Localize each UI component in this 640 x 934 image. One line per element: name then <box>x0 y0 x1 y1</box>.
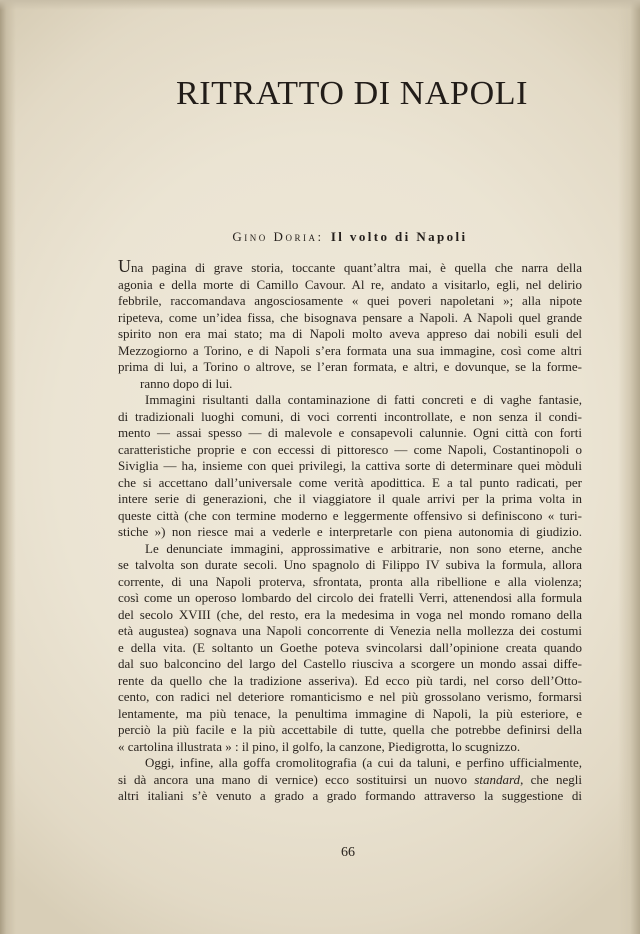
body-line: cento, con radici nel deteriore romanticismo e nel più grossolano verismo, formarsi <box>118 689 582 704</box>
body-line: del secolo XVIII (che, del resto, era la medesima in voga nel mondo romano della <box>118 606 582 622</box>
article-body <box>118 258 582 805</box>
paragraph <box>118 392 582 541</box>
body-line: rente da quello che la tradizione asseriva). Ed ecco più tardi, nel corso dell’Otto- <box>118 672 582 688</box>
body-line: così come un operoso lombardo del circolo dei fratelli Verri, attenendosi alla formula <box>118 590 582 605</box>
body-line: di tradizionali luoghi comuni, di voci correnti incontrollate, e non senza il condi- <box>118 408 582 424</box>
body-line: « cartolina illustrata » : il pino, il golfo, la canzone, Piedigrotta, lo scugnizzo. <box>118 738 521 754</box>
page-title: RITRATTO DI NAPOLI <box>175 75 529 112</box>
body-line: spirito non era mai stato; ma di Napoli molto aveva appreso dai nobili esuli del <box>118 326 582 341</box>
body-line: perciò la più facile e la più accettabile di tutte, quella che potrebbe definirsi della <box>118 722 582 737</box>
body-line: caratteristiche proprie e con eccessi di pittoresco — come Napoli, Costantinopoli o <box>118 441 582 457</box>
body-line: e della vita. (E soltanto un Goethe poteva svincolarsi dall’opinione creata quando <box>118 639 582 655</box>
italic-term: standard <box>474 771 521 787</box>
body-line: dal suo balconcino del largo del Castello riusciva a scorgere un mondo assai diffe- <box>118 656 582 671</box>
body-line: intere serie di generazioni, che il viaggiatore il quale arrivi per la prima volta in <box>118 491 582 506</box>
author-name: Gino Doria: <box>232 229 324 244</box>
body-line: Oggi, infine, alla goffa cromolitografia (a cui da taluni, e perfino ufficialmente, <box>145 755 582 770</box>
body-line: Una pagina di grave storia, toccante quant’altra mai, è quella che narra della <box>118 256 582 276</box>
page-edge-shadow-right <box>618 0 640 934</box>
paragraph <box>118 755 582 805</box>
body-line <box>118 772 582 789</box>
body-line: queste città (che con termine moderno e leggermente offensivo si definiscono « turi- <box>118 507 582 523</box>
body-line: febbrile, raccomandava angosciosamente « quei poveri napoletani »; alla nipote <box>118 293 582 308</box>
body-line: Mezzogiorno a Torino, e di Napoli s’era formata una sua immagine, così come altri <box>118 342 582 358</box>
body-line: mento — assai spesso — di malevole e consapevoli calunnie. Ogni città con forti <box>118 425 582 440</box>
body-line: età augustea) sognava una Napoli concorrente di Venezia nella mollezza dei costumi <box>118 623 582 638</box>
page-edge-shadow-left <box>0 0 16 934</box>
article-title: Il volto di Napoli <box>330 229 468 244</box>
body-line: che si accettano dall’universale come verità apodittica. E a tal punto radicati, per <box>118 474 582 490</box>
body-line: corrente, di una Napoli proterva, sfrontata, pronta alla ribellione e alla violenza; <box>118 573 582 589</box>
page-number: 66 <box>341 845 355 860</box>
body-line: ranno dopo di lui. <box>140 375 233 391</box>
body-line: Le denunciate immagini, approssimative e arbitrarie, non sono eterne, anche <box>145 540 582 556</box>
body-line: se talvolta son durate secoli. Uno spagnolo di Filippo IV subiva la formula, allora <box>118 557 582 572</box>
byline <box>118 229 582 245</box>
paragraph <box>118 541 582 756</box>
body-line: ripeteva, come un’idea fissa, che bisognava pensare a Napoli. A Napoli quel grande <box>118 309 582 325</box>
paragraph <box>118 258 582 392</box>
body-line: prima di lui, a Torino o altrove, se l’eran formata, e altri, e dovunque, se la forme- <box>118 359 582 374</box>
page-edge-shadow-top <box>0 0 640 10</box>
line-text: si dà ancora una mano di vernice) ecco sostituirsi un nuovo <box>118 771 475 787</box>
body-line: Immagini risultanti dalla contaminazione di fatti concreti e di vaghe fantasie, <box>145 392 582 407</box>
body-line: agonia e della morte di Camillo Cavour. Al re, andato a visitarlo, egli, nel delirio <box>118 276 582 292</box>
body-line: Siviglia — ha, insieme con quei privilegi, la cattiva sorte di determinare quei mòduli <box>118 458 582 473</box>
line-text: , che negli <box>520 771 582 787</box>
body-line: lentamente, ma più tenace, la penultima immagine di Napoli, la più esteriore, e <box>118 705 582 721</box>
body-line: altri italiani s’è venuto a grado a grado formando attraverso la suggestione di <box>118 788 582 803</box>
body-line: stiche ») non riesce mai a vederle e interpretarle con piena autonomia di giudizio. <box>118 524 582 539</box>
